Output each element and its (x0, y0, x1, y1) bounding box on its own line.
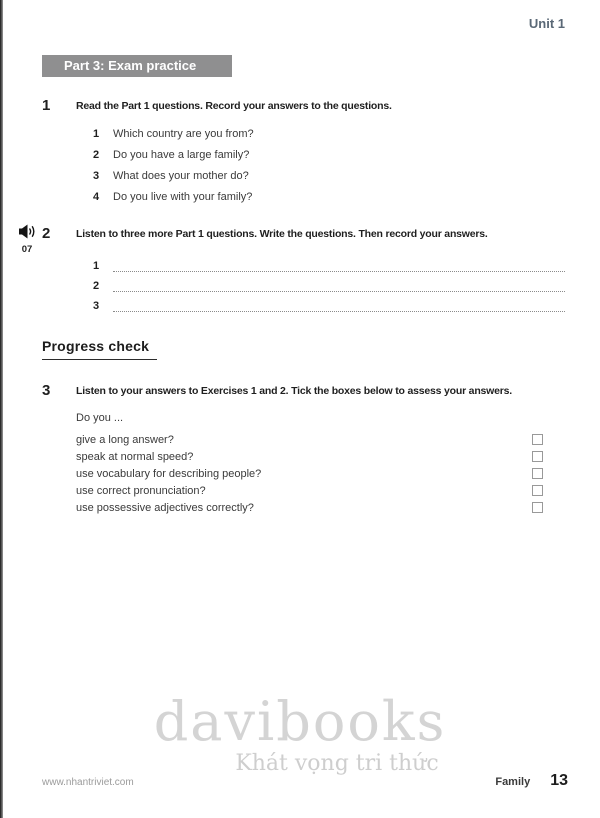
checklist-lead: Do you ... (76, 412, 124, 424)
footer-page-number: 13 (550, 772, 568, 789)
question-text: Do you live with your family? (113, 190, 253, 203)
watermark-slogan: Khát vọng tri thức (235, 751, 439, 777)
question-text: Which country are you from? (113, 127, 254, 140)
exercise-3-body (76, 382, 565, 516)
checklist-item-text: use possessive adjectives correctly? (76, 501, 254, 514)
speaker-icon (19, 226, 36, 243)
answer-blank-list (93, 252, 565, 312)
exercise-3-number: 3 (42, 382, 51, 399)
exercise-3-instruction: Listen to your answers to Exercises 1 and 2. Tick the boxes below to assess your answers. (76, 385, 513, 397)
question-list (93, 123, 565, 207)
answer-line[interactable] (113, 277, 565, 292)
checklist-item (76, 448, 543, 465)
watermark (0, 692, 600, 776)
checklist-item (76, 465, 543, 482)
question-text: Do you have a large family? (113, 148, 250, 161)
question-text: What does your mother do? (113, 169, 249, 182)
question-item (93, 123, 565, 144)
question-number: 1 (93, 127, 100, 140)
section-header-title: Part 3: Exam practice (64, 58, 197, 73)
exercise-2-instruction: Listen to three more Part 1 questions. Write the questions. Then record your answers. (76, 228, 488, 240)
tick-checkbox[interactable] (532, 485, 543, 496)
blank-number: 2 (93, 280, 100, 292)
progress-check-heading: Progress check (42, 338, 157, 360)
exercise-1 (42, 97, 565, 207)
answer-blank-row (93, 272, 565, 292)
answer-blank-row (93, 252, 565, 272)
tick-checkbox[interactable] (532, 468, 543, 479)
footer-website: www.nhantriviet.com (42, 777, 134, 788)
checklist-item-text: use correct pronunciation? (76, 484, 206, 497)
tick-checkbox[interactable] (532, 451, 543, 462)
footer-chapter-name: Family (495, 776, 531, 788)
assessment-checklist (76, 412, 543, 516)
exercise-1-instruction: Read the Part 1 questions. Record your answers to the questions. (76, 100, 392, 112)
answer-blank-row (93, 292, 565, 312)
unit-label: Unit 1 (528, 16, 565, 31)
checklist-item (76, 499, 543, 516)
page-edge (0, 0, 3, 818)
footer-right (495, 772, 568, 790)
question-item (93, 144, 565, 165)
checklist-item (76, 482, 543, 499)
watermark-brand: davibooks (153, 690, 447, 753)
exercise-2 (21, 225, 565, 312)
exercise-2-number: 2 (42, 225, 51, 242)
question-item (93, 186, 565, 207)
exercise-1-number: 1 (42, 97, 51, 114)
section-header-bar (42, 55, 232, 77)
answer-line[interactable] (113, 257, 565, 272)
checklist-item (76, 431, 543, 448)
exercise-1-body (76, 97, 565, 207)
exercise-2-body (76, 225, 565, 312)
exercise-3 (42, 382, 565, 516)
tick-checkbox[interactable] (532, 502, 543, 513)
tick-checkbox[interactable] (532, 434, 543, 445)
blank-number: 1 (93, 260, 100, 272)
checklist-item-text: give a long answer? (76, 433, 174, 446)
checklist-item-text: speak at normal speed? (76, 450, 194, 463)
question-item (93, 165, 565, 186)
question-number: 4 (93, 190, 100, 203)
question-number: 2 (93, 148, 100, 161)
audio-track-number: 07 (21, 244, 33, 255)
answer-line[interactable] (113, 297, 565, 312)
audio-badge (14, 224, 40, 255)
question-number: 3 (93, 169, 100, 182)
progress-check-section (42, 338, 565, 360)
blank-number: 3 (93, 300, 100, 312)
checklist-item-text: use vocabulary for describing people? (76, 467, 262, 480)
page-footer (42, 772, 568, 790)
